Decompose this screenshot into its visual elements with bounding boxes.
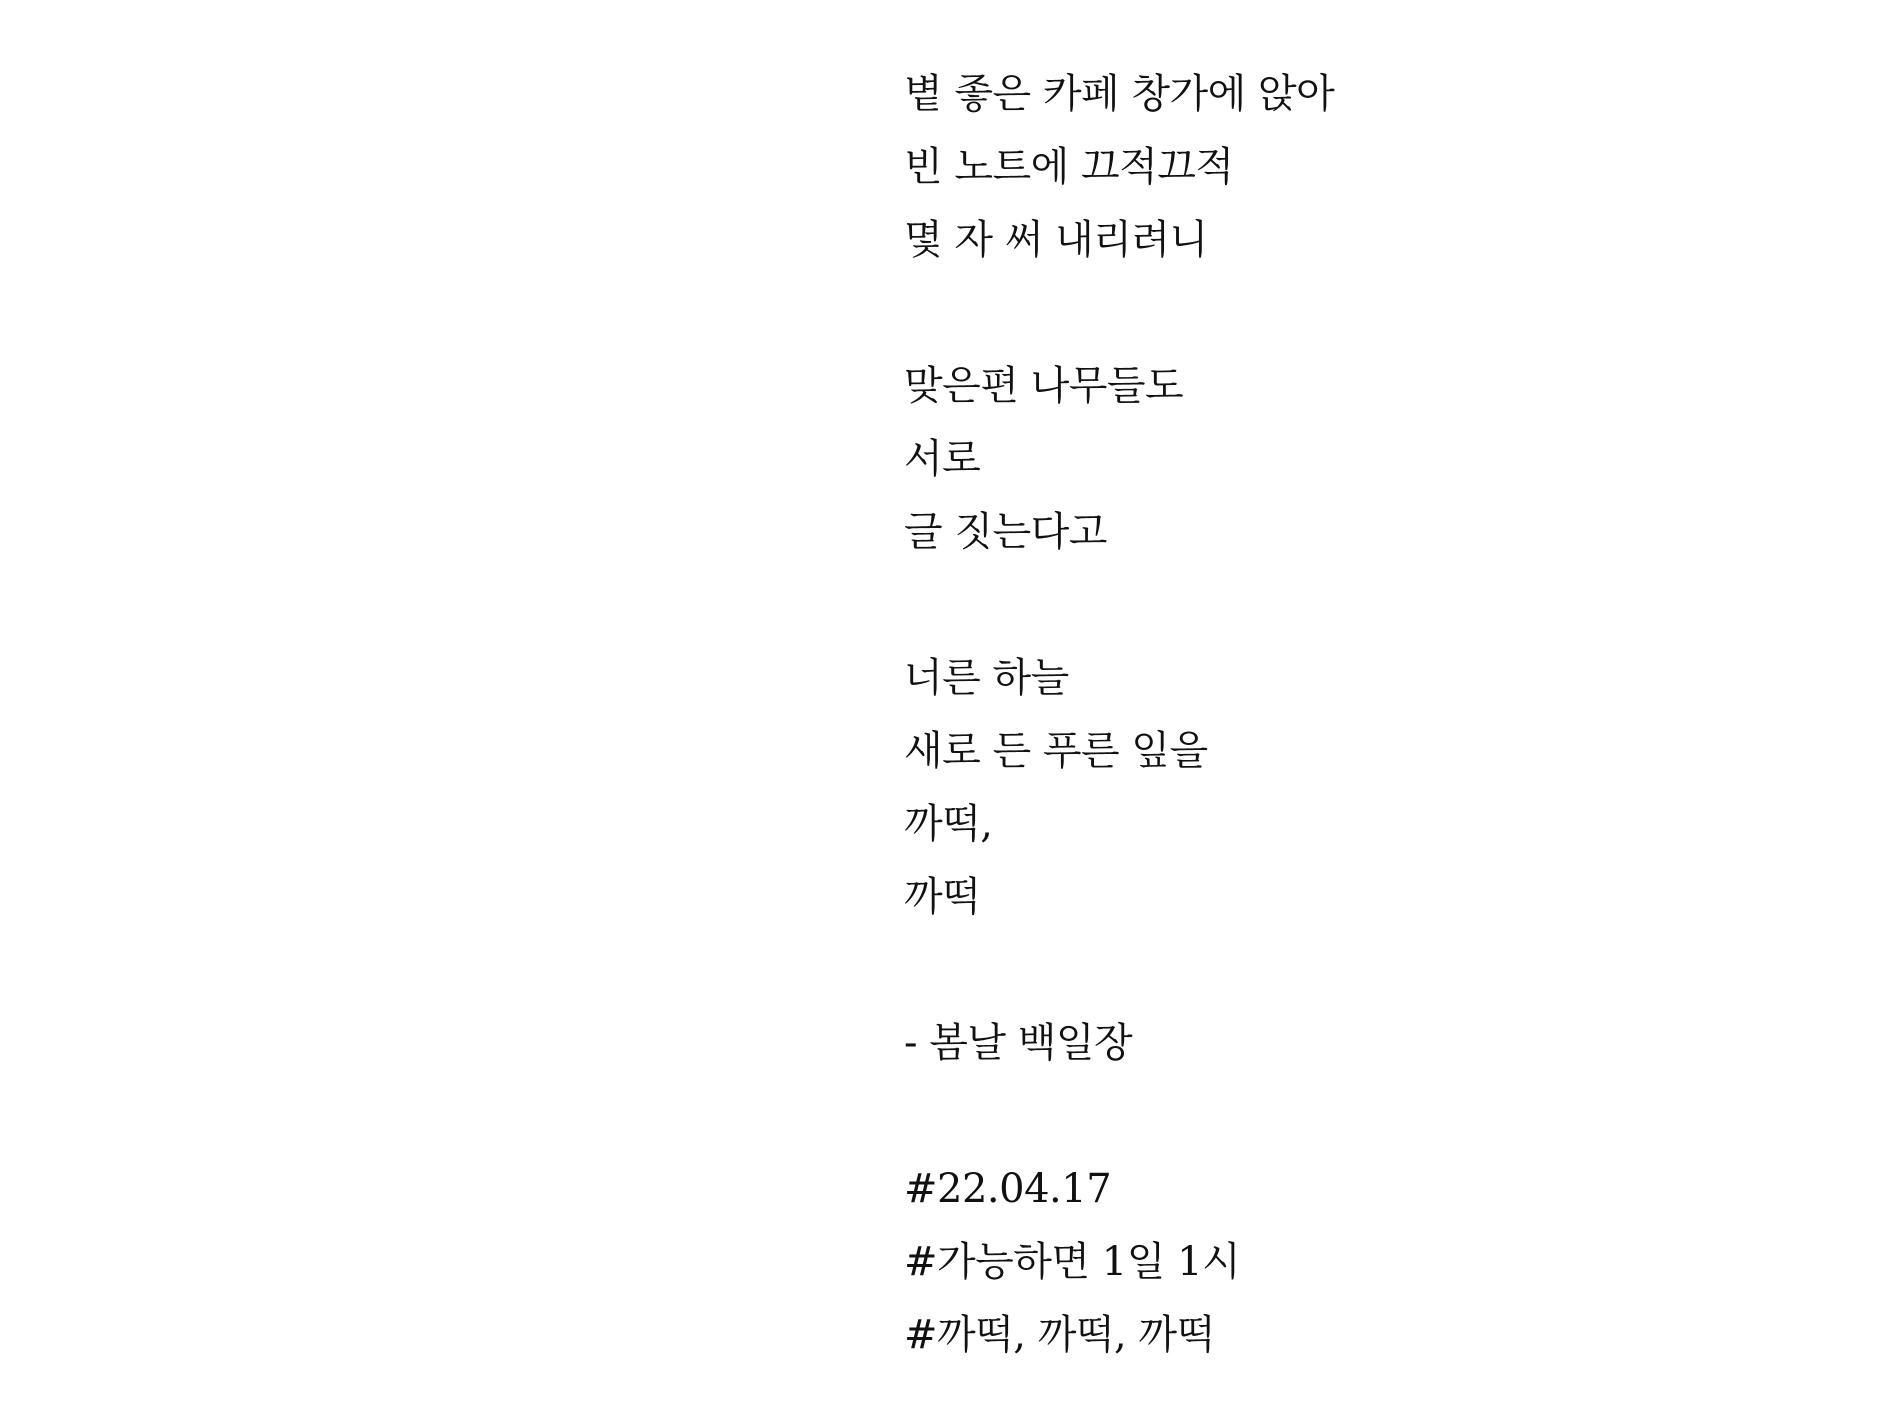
hashtag: #22.04.17 [904,1166,1112,1212]
poem-line: 빈 노트에 끄적끄적 [904,144,1234,190]
stanza-gap [904,934,1804,1007]
poem-line: 새로 든 푸른 잎을 [904,728,1208,774]
hashtag: #가능하면 1일 1시 [904,1239,1241,1285]
poem-line: 몇 자 써 내리려니 [904,217,1208,263]
stanza-gap [904,569,1804,642]
stanza-gap [904,277,1804,350]
stanza-gap [904,1080,1804,1153]
poem-line: 까떡, [904,801,993,847]
hashtag: #까떡, 까떡, 까떡 [904,1312,1215,1358]
poem-line: 까떡 [904,874,981,920]
poem-signature: - 봄날 백일장 [904,1020,1133,1066]
poem-line: 너른 하늘 [904,655,1069,701]
poem-line: 글 짓는다고 [904,509,1107,555]
poem-line: 맞은편 나무들도 [904,363,1184,409]
poem [904,58,1804,1372]
poem-line: 서로 [904,436,981,482]
poem-line: 볕 좋은 카페 창가에 앉아 [904,71,1335,117]
